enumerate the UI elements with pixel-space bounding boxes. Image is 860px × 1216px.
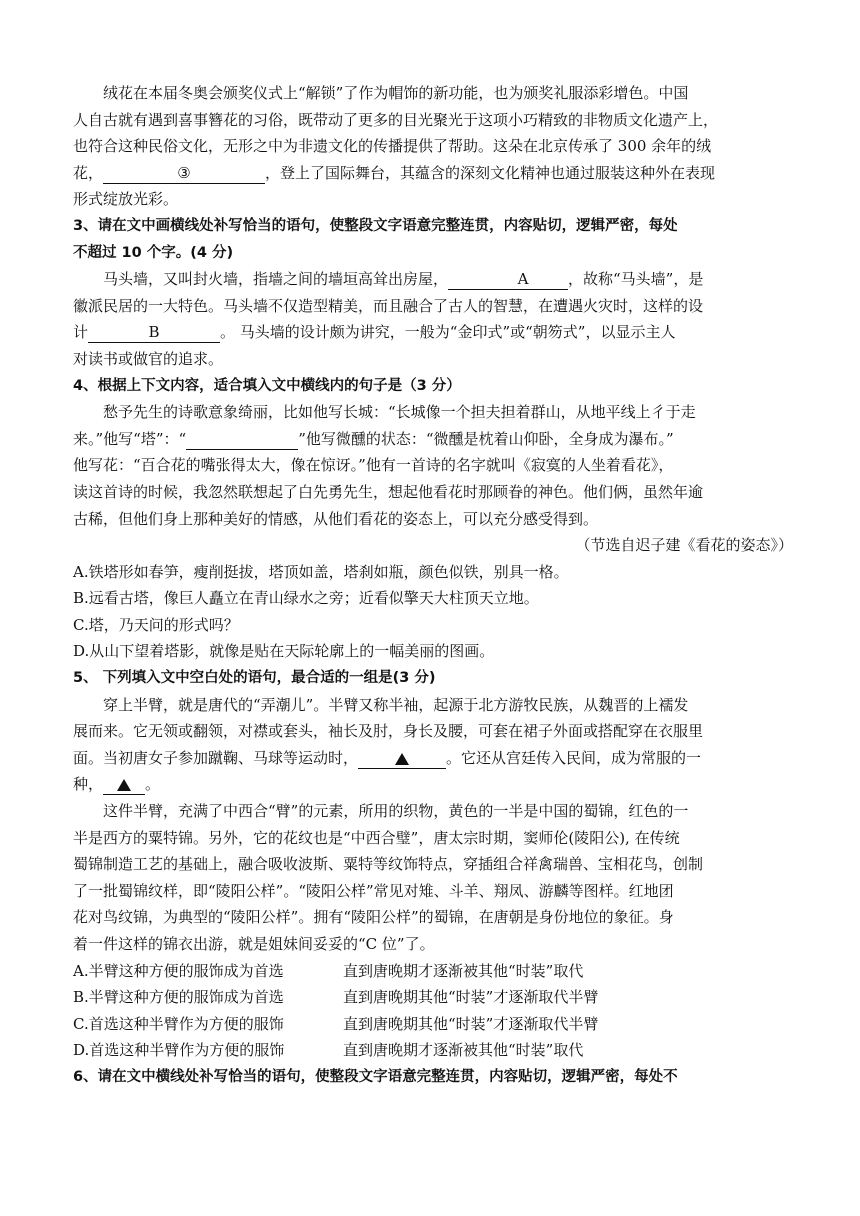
q5-blank-1 — [358, 748, 446, 769]
blank-b: B — [88, 322, 220, 343]
q3-text: 马头墙，又叫封火墙，指墙之间的墙垣高耸出房屋， — [103, 270, 449, 289]
q5-text: 面。当初唐女子参加蹴鞠、马球等运动时， — [73, 748, 359, 767]
blank-3: ③ — [103, 163, 265, 184]
q4-para-line1: 愁予先生的诗歌意象绮丽，比如他写长城：“长城像一个担夫担着群山，从地平线上彳于走 — [103, 403, 696, 422]
q3-text: 计 — [73, 323, 89, 342]
q5-option-b — [73, 984, 793, 1011]
q5-para-line8: 了一批蜀锦纹样，即“陵阳公样”。“陵阳公样”常见对雉、斗羊、翔凤、游麟等图样。红地团 — [73, 881, 674, 900]
q5-para-line2: 展而来。它无领或翻领，对襟或套头，袖长及肘，身长及腰，可套在裙子外面或搭配穿在衣服里 — [73, 722, 704, 741]
q4-blank — [186, 429, 298, 450]
triangle-icon — [117, 779, 131, 791]
para1-line4 — [73, 160, 793, 187]
q5-para-line5: 这件半臂，充满了中西合“臂”的元素，所用的织物，黄色的一半是中国的蜀锦，红色的一 — [103, 802, 689, 821]
para1-line4-b: ，登上了国际舞台，其蕴含的深刻文化精神也通过服装这种外在表现 — [265, 163, 716, 182]
q4-source: （节选自迟子建《看花的姿态》） — [575, 536, 793, 555]
q5-para-line6: 半是西方的粟特锦。另外，它的花纹也是“中西合璧”，唐太宗时期，窦师伦(陵阳公), 在传统 — [73, 828, 680, 847]
para1-line3: 也符合这种民俗文化，无形之中为非遗文化的传播提供了帮助。这朵在北京传承了 300 余年的绒 — [73, 137, 712, 156]
q3-stem-line1: 3、请在文中画横线处补写恰当的语句，使整段文字语意完整连贯，内容贴切，逻辑严密，每处 — [73, 217, 678, 234]
q4-option-c: C.塔，乃天问的形式吗？ — [73, 615, 239, 634]
para1-line1: 绒花在本届冬奥会颁奖仪式上“解锁”了作为帽饰的新功能，也为颁奖礼服添彩增色。中国 — [103, 84, 689, 102]
q5-option-d-first: D.首选这种半臂作为方便的服饰 — [73, 1041, 285, 1060]
q5-para-line7: 蜀锦制造工艺的基础上，融合吸收波斯、粟特等纹饰特点，穿插组合祥禽瑞兽、宝相花鸟，创制 — [73, 855, 704, 874]
q3-para-line4: 对读书或做官的追求。 — [73, 349, 224, 368]
q5-option-b-second: 直到唐晚期其他“时装”才逐渐取代半臂 — [343, 988, 599, 1007]
q4-text: ”他写微醺的状态：“微醺是枕着山仰卧，全身成为瀑布。” — [298, 429, 674, 448]
q5-text: 种， — [73, 775, 104, 794]
q4-para-line4: 读这首诗的时候，我忽然联想起了白先勇先生，想起他看花时那顾眷的神色。他们俩，虽然年逾 — [73, 482, 704, 501]
q5-text: 。它还从宫廷传入民间，成为常服的一 — [446, 748, 702, 767]
exam-page — [73, 80, 793, 1091]
q5-option-a — [73, 958, 793, 985]
q4-para-line5: 古稀，但他们身上那种美好的情感，从他们看花的姿态上，可以充分感受得到。 — [73, 509, 599, 528]
q4-option-b: B.远看古塔，像巨人矗立在青山绿水之旁；近看似擎天大柱顶天立地。 — [73, 589, 539, 608]
q5-text: 。 — [145, 775, 161, 794]
q5-stem: 5、 下列填入文中空白处的语句，最合适的一组是(3 分) — [73, 670, 436, 687]
q4-para-line2 — [73, 426, 793, 453]
q5-para-line9: 花对鸟纹锦，为典型的“陵阳公样”。拥有“陵阳公样”的蜀锦，在唐朝是身份地位的象征。身 — [73, 908, 674, 927]
q5-para-line4 — [73, 771, 793, 798]
q3-para-line3 — [73, 319, 793, 346]
q3-para-line1 — [73, 266, 793, 293]
q3-para-line2: 徽派民居的一大特色。马头墙不仅造型精美，而且融合了古人的智慧，在遭遇火灾时，这样的设 — [73, 296, 704, 315]
q5-option-d — [73, 1037, 793, 1064]
q3-text: 。 马头墙的设计颇为讲究，一般为“金印式”或“朝笏式”，以显示主人 — [220, 323, 676, 342]
para1-line5: 形式绽放光彩。 — [73, 190, 179, 209]
q3-text: ，故称“马头墙”，是 — [568, 270, 704, 289]
q5-para-line3 — [73, 745, 793, 772]
q6-stem: 6、请在文中横线处补写恰当的语句，使整段文字语意完整连贯，内容贴切，逻辑严密，每处不 — [73, 1068, 678, 1085]
q5-para-line10: 着一件这样的锦衣出游，就是姐妹间妥妥的“C 位”了。 — [73, 935, 435, 953]
q5-para-line1: 穿上半臂，就是唐代的“弄潮儿”。半臂又称半袖，起源于北方游牧民族，从魏晋的上襦发 — [103, 695, 689, 714]
q4-text: 来。”他写“塔”：“ — [73, 429, 187, 448]
blank-a: A — [448, 269, 568, 290]
q5-option-b-first: B.半臂这种方便的服饰成为首选 — [73, 988, 284, 1007]
q5-option-c-first: C.首选这种半臂作为方便的服饰 — [73, 1014, 284, 1033]
q5-option-a-second: 直到唐晚期才逐渐被其他“时装”取代 — [343, 961, 584, 980]
q4-option-d: D.从山下望着塔影，就像是贴在天际轮廓上的一幅美丽的图画。 — [73, 642, 495, 661]
triangle-icon — [395, 753, 409, 765]
q4-para-line3: 他写花：“百合花的嘴张得太大，像在惊讶。”他有一首诗的名字就叫《寂寞的人坐着看花》， — [73, 456, 674, 475]
q5-option-c — [73, 1011, 793, 1038]
para1-line4-a: 花， — [73, 163, 104, 182]
q5-option-a-first: A.半臂这种方便的服饰成为首选 — [73, 961, 284, 980]
q4-stem: 4、根据上下文内容，适合填入文中横线内的句子是（3 分） — [73, 377, 461, 394]
q5-option-c-second: 直到唐晚期其他“时装”才逐渐取代半臂 — [343, 1014, 599, 1033]
q5-blank-2 — [103, 774, 145, 795]
q5-option-d-second: 直到唐晚期才逐渐被其他“时装”取代 — [343, 1041, 584, 1060]
q4-option-a: A.铁塔形如春笋，瘦削挺拔，塔顶如盖，塔刹如瓶，颜色似铁，别具一格。 — [73, 562, 569, 581]
para1-line2: 人自古就有遇到喜事簪花的习俗，既带动了更多的目光聚光于这项小巧精致的非物质文化遗产上， — [73, 110, 719, 129]
q3-stem-line2: 不超过 10 个字。(4 分) — [73, 244, 234, 261]
